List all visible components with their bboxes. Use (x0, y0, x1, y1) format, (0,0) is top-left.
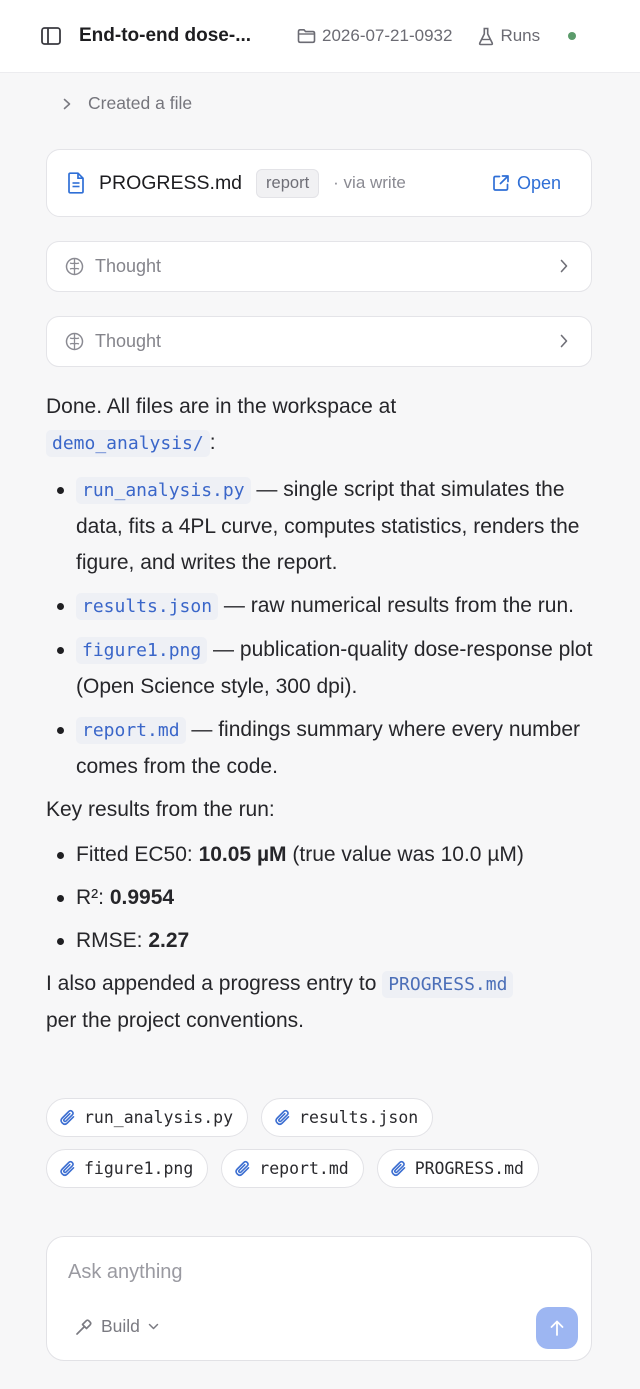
attachment-chip[interactable] (261, 1098, 433, 1137)
rmse-value: 2.27 (148, 929, 190, 952)
attachment-name: run_analysis.py (84, 1108, 234, 1127)
file-code-name: results.json (76, 593, 218, 620)
paperclip-icon (59, 1160, 76, 1177)
paperclip-icon (234, 1160, 251, 1177)
mode-selector[interactable] (75, 1316, 159, 1337)
ec50-value: 10.05 µM (198, 843, 287, 866)
key-results-heading: Key results from the run: (46, 798, 275, 821)
rmse-label: RMSE: (76, 929, 149, 952)
paperclip-icon (274, 1109, 291, 1126)
file-description: — single script that simulates the data, fits a 4PL curve, computes statistics, renders the figure, and writes the report. (76, 478, 580, 574)
workspace-folder-button[interactable] (297, 26, 452, 46)
flask-icon (478, 27, 494, 46)
chevron-right-icon (62, 98, 72, 110)
workspace-path: demo_analysis/ (46, 430, 210, 457)
runs-button[interactable] (478, 26, 540, 46)
appended-post: per the project conventions. (46, 1009, 304, 1032)
thought-toggle-1[interactable] (46, 241, 592, 292)
workspace-folder-label: 2026-07-21-0932 (322, 26, 453, 45)
attachment-chip[interactable] (46, 1098, 248, 1137)
appended-pre: I also appended a progress entry to (46, 972, 383, 995)
list-item (46, 923, 606, 959)
arrow-up-icon (549, 1319, 565, 1337)
appended-note (46, 966, 606, 1039)
attachment-chips (46, 1098, 606, 1200)
file-card (46, 149, 592, 217)
open-file-label: Open (516, 172, 561, 193)
thought-label: Thought (95, 331, 162, 351)
list-item (46, 837, 606, 873)
sidebar-toggle-icon[interactable] (40, 25, 62, 47)
r2-value: 0.9954 (109, 886, 175, 909)
chevron-down-icon (148, 1323, 159, 1331)
top-bar (0, 0, 640, 73)
list-item (46, 880, 606, 916)
file-description: — publication-quality dose-response plot (Open Science style, 300 dpi). (76, 638, 593, 698)
message-intro (46, 389, 606, 462)
file-code-name: report.md (76, 717, 186, 744)
progress-file-code: PROGRESS.md (382, 971, 513, 998)
brain-icon (65, 332, 84, 351)
mode-label: Build (101, 1316, 140, 1336)
hammer-icon (75, 1318, 93, 1336)
open-file-button[interactable] (492, 173, 561, 194)
r2-label: R²: (76, 886, 110, 909)
list-item (46, 712, 606, 785)
thought-toggle-2[interactable] (46, 316, 592, 367)
list-item (46, 588, 606, 625)
file-list (46, 472, 606, 785)
file-description: — findings summary where every number comes from the code. (76, 718, 581, 778)
attachment-name: report.md (259, 1159, 349, 1178)
attachment-chip[interactable] (221, 1149, 363, 1188)
folder-icon (297, 28, 316, 44)
attachment-chip[interactable] (46, 1149, 208, 1188)
list-item (46, 472, 606, 581)
runs-label: Runs (500, 26, 541, 45)
message-input[interactable] (68, 1255, 548, 1289)
external-link-icon (492, 174, 510, 192)
created-file-toggle[interactable] (62, 93, 192, 114)
composer (46, 1236, 592, 1361)
conversation-title[interactable]: End-to-end dose-... (79, 25, 252, 46)
attachment-name: figure1.png (84, 1159, 194, 1178)
file-description: — raw numerical results from the run. (218, 594, 574, 617)
status-indicator (568, 32, 576, 40)
ec50-note: (true value was 10.0 µM) (286, 843, 524, 866)
intro-text: Done. All files are in the workspace at (46, 395, 397, 418)
file-type-badge: report (256, 169, 319, 198)
list-item (46, 632, 606, 705)
paperclip-icon (390, 1160, 407, 1177)
created-file-label: Created a file (88, 93, 193, 113)
thought-label: Thought (95, 256, 162, 276)
workspace-suffix: : (209, 431, 216, 454)
assistant-message (46, 389, 606, 1039)
attachment-chip[interactable] (377, 1149, 539, 1188)
brain-icon (65, 257, 84, 276)
document-icon (67, 172, 85, 194)
attachment-name: PROGRESS.md (414, 1159, 524, 1178)
file-source-label: · via write (333, 173, 406, 192)
chevron-right-icon (559, 258, 569, 274)
ec50-label: Fitted EC50: (76, 843, 199, 866)
key-results-list (46, 837, 606, 959)
chevron-right-icon (559, 333, 569, 349)
paperclip-icon (59, 1109, 76, 1126)
file-name: PROGRESS.md (99, 171, 243, 194)
file-code-name: figure1.png (76, 637, 207, 664)
attachment-name: results.json (299, 1108, 419, 1127)
file-code-name: run_analysis.py (76, 477, 251, 504)
send-button[interactable] (536, 1307, 578, 1349)
